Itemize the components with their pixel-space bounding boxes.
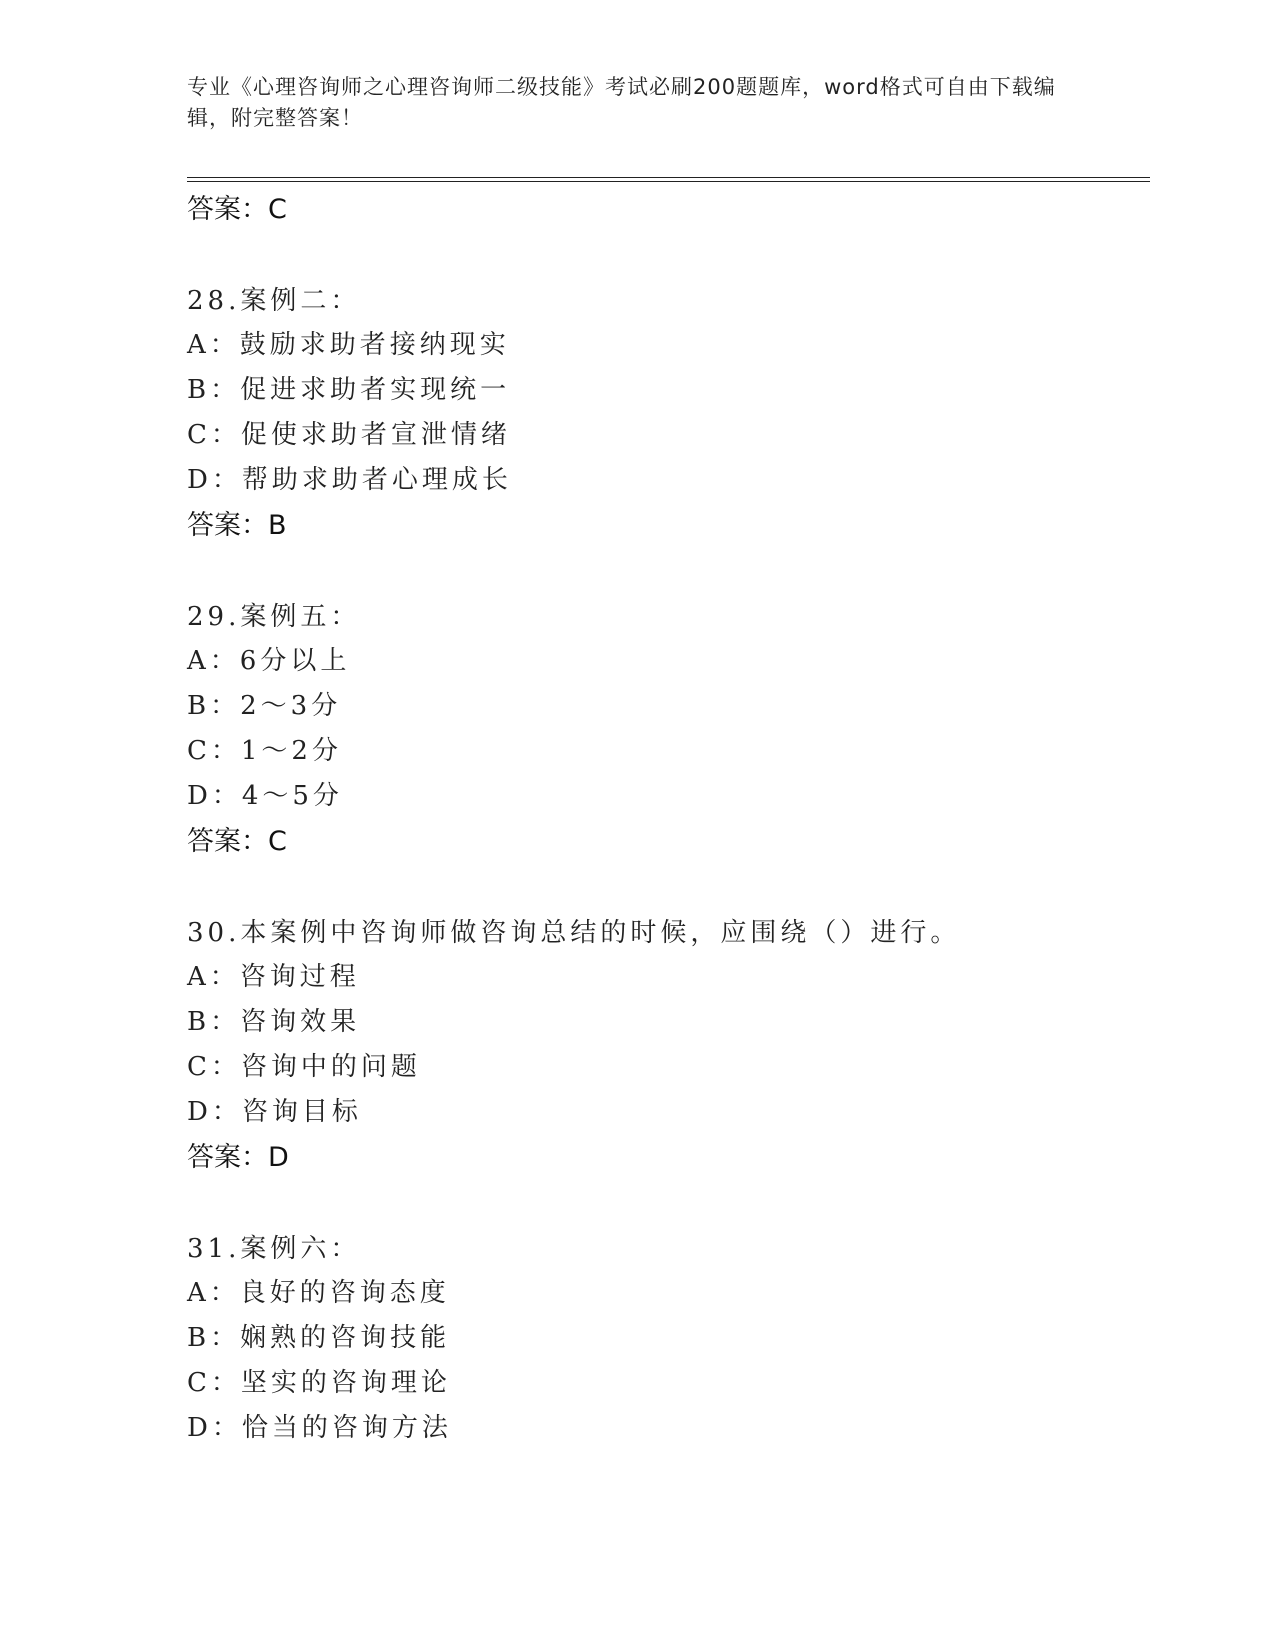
question-stem: 28.案例二： (187, 286, 361, 316)
answer: 答案：D (187, 1142, 289, 1173)
option-b: B：娴熟的咨询技能 (187, 1323, 451, 1353)
option-c: C：坚实的咨询理论 (187, 1368, 451, 1398)
option-a: A：鼓励求助者接纳现实 (187, 330, 510, 360)
option-b: B：促进求助者实现统一 (187, 375, 511, 405)
option-b: B：2～3分 (187, 691, 342, 721)
option-c: C：1～2分 (187, 736, 342, 766)
option-a: A：6分以上 (187, 646, 351, 676)
question-stem: 31.案例六： (187, 1234, 361, 1264)
option-d: D：4～5分 (187, 781, 343, 811)
document-header: 专业《心理咨询师之心理咨询师二级技能》考试必刷200题题库，word格式可自由下载编辑，附完整答案！ (187, 75, 1056, 130)
question-29 (187, 599, 1147, 861)
option-c: C：咨询中的问题 (187, 1052, 421, 1082)
option-d: D：恰当的咨询方法 (187, 1413, 452, 1443)
question-31 (187, 1231, 1147, 1455)
option-d: D：咨询目标 (187, 1097, 362, 1127)
answer: 答案：C (187, 826, 287, 857)
previous-answer: 答案：C (187, 194, 287, 225)
question-30 (187, 915, 1147, 1177)
question-stem: 30.本案例中咨询师做咨询总结的时候，应围绕（）进行。 (187, 918, 961, 948)
option-c: C：促使求助者宣泄情绪 (187, 420, 511, 450)
question-28 (187, 283, 1147, 545)
question-stem: 29.案例五： (187, 602, 361, 632)
option-a: A：良好的咨询态度 (187, 1278, 450, 1308)
option-a: A：咨询过程 (187, 962, 360, 992)
question-list (187, 191, 1147, 1455)
answer: 答案：B (187, 510, 287, 541)
option-d: D：帮助求助者心理成长 (187, 465, 512, 495)
option-b: B：咨询效果 (187, 1007, 361, 1037)
header-divider (187, 177, 1150, 182)
